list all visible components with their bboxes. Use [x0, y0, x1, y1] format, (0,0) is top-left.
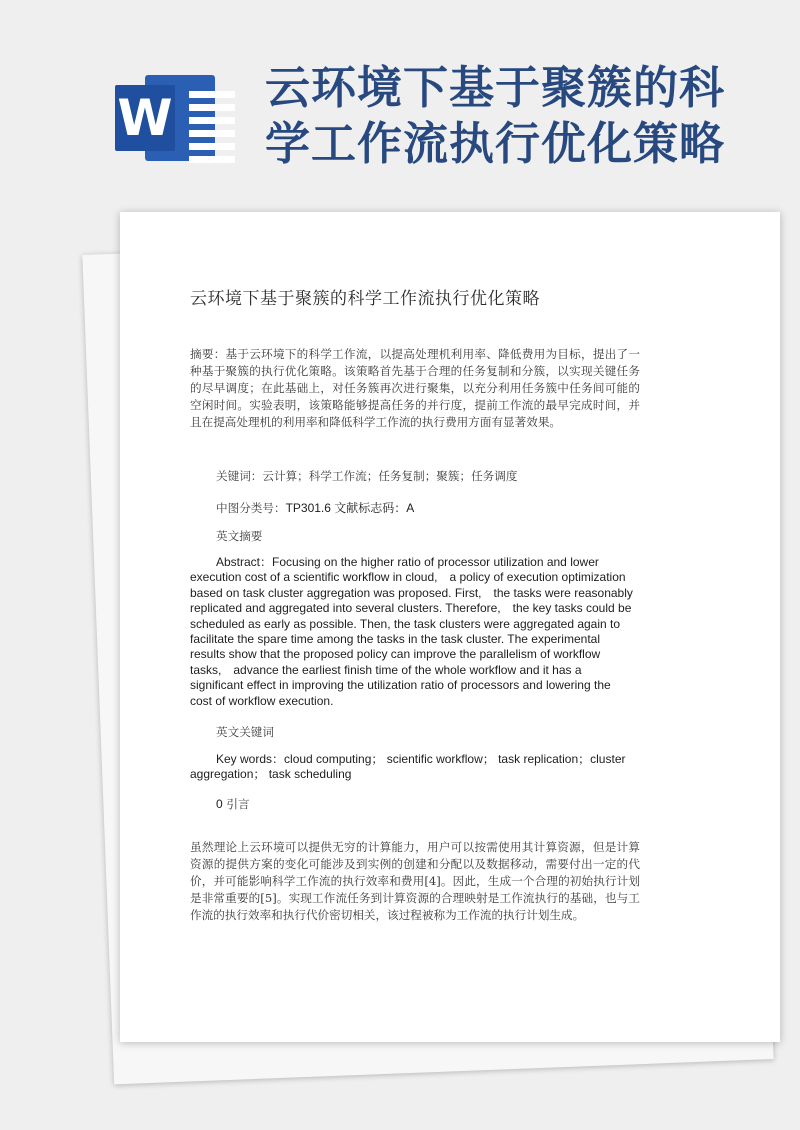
section-title: 引言	[222, 797, 250, 811]
classification-label: 中图分类号：	[216, 501, 286, 515]
classification-value: TP301.6 文献标志码：A	[285, 501, 415, 515]
abstract-cn: 摘要：基于云环境下的科学工作流，以提高处理机利用率、降低费用为目标，提出了一种基于聚簇的执行优化策略。该策略首先基于合理的任务复制和分簇，以实现关键任务的尽早调度；在此基础上，对任务簇再次进行聚集，以充分利用任务簇中任务间可能的空闲时间。实验表明，该策略能够提高任务的并行度，提前工作流的最早完成时间，并且在提高处理机的利用率和降低科学工作流的执行费用方面有显著效果。	[190, 347, 640, 429]
banner-title-line-2: 学工作流执行优化策略	[265, 117, 726, 170]
document-title: 云环境下基于聚簇的科学工作流执行优化策略	[190, 289, 540, 309]
abstract-en-heading: 英文摘要	[216, 529, 263, 543]
keywords-cn: 关键词：云计算；科学工作流；任务复制；聚簇；任务调度	[216, 469, 518, 483]
word-document-icon	[115, 75, 215, 161]
banner-title	[265, 60, 785, 172]
introduction-paragraph: 虽然理论上云环境可以提供无穷的计算能力，用户可以按需使用其计算资源，但是计算资源的提供方案的变化可能涉及到实例的创建和分配以及数据移动，需要付出一定的代价，并可能影响科学工作流的执行效率和费用[4]。因此，生成一个合理的初始执行计划是非常重要的[5]。实现工作流任务到计算资源的合理映射是工作流执行的基础，也与工作流的执行效率和执行代价密切相关，该过程被称为工作流的执行计划生成。	[190, 840, 640, 922]
keywords-en-heading: 英文关键词	[216, 725, 274, 739]
section-number: 0	[216, 797, 223, 811]
abstract-en	[190, 555, 634, 709]
banner-title-line-1: 云环境下基于聚簇的科	[265, 61, 726, 114]
abstract-en-text: Abstract：Focusing on the higher ratio of processor utilization and lower execution cost of a scientific workflow in cloud, a policy of execution optimization based on task cluster aggregation was proposed. First, the tasks were reasonably replicated and aggregated into several clusters. Therefore, the key tasks could be scheduled as early as possible. Then, the task clusters were aggregated again to facilitate the spare time among the tasks in the task cluster. The experimental results show that the proposed policy can improve the parallelism of workflow tasks, advance the earliest finish time of the whole workflow and it has a significant effect in improving the utilization ratio of processors and lowering the cost of workflow execution.	[190, 555, 633, 708]
classification-line	[216, 499, 414, 516]
keywords-en	[190, 752, 634, 783]
banner	[0, 0, 800, 200]
keywords-en-text: Key words：cloud computing； scientific workflow； task replication；cluster aggregation； task scheduling	[190, 752, 626, 782]
section-heading	[216, 796, 250, 812]
word-logo-letter: W	[115, 85, 175, 151]
document-page	[120, 212, 780, 1042]
